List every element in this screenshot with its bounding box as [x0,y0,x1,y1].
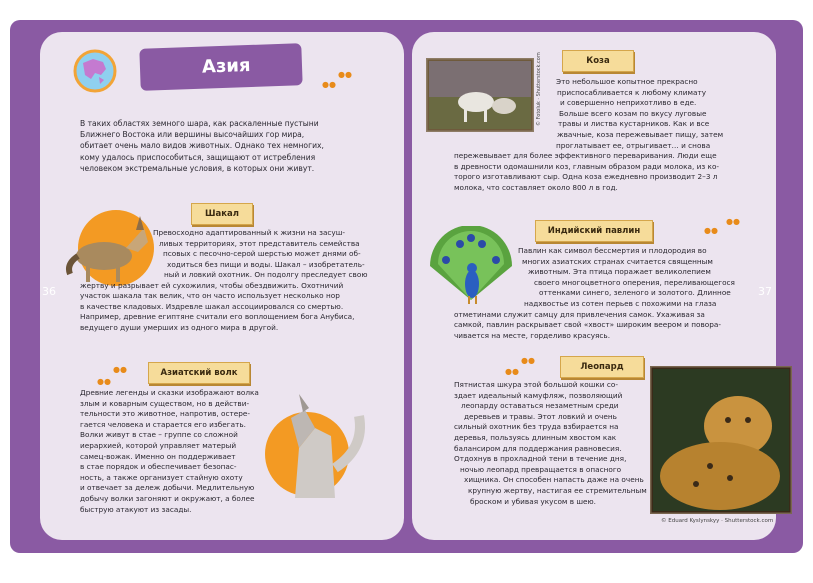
peacock-text [454,246,735,341]
text-line: в стае порядок и обеспечивает безопас- [80,462,237,472]
text-line: надхвостье из сотен перьев с похожими на глаза [524,298,717,308]
text-line: Это небольшое копытное прекрасно [556,77,698,86]
text-line: хищника. Он способен напасть даже на очень [464,475,644,485]
text-line: добычу волки загоняют и окружают, а более [80,493,255,503]
text-line: Пятнистая шкура этой большой кошки со- [454,380,618,389]
text-line: в древности одомашнили коз, главным образом ради молока, из ко- [454,161,720,171]
text-line: Больше всего козам по вкусу луговые [559,108,707,118]
leopard-photo [650,366,792,514]
asia-intro [80,118,324,174]
jackal-title: Шакал [191,203,253,225]
text-line: чивается на месте, горделиво красуясь. [454,330,611,340]
text-line: жертву и разрывает ей сухожилия, чтобы обездвижить. Охотничий [80,280,344,290]
text-line: крупную жертву, настигая ее стремительным [468,485,647,495]
paw-icon: ●● [338,70,352,79]
text-line: псовых с песочно-серой шерстью может днями об- [163,249,361,259]
paw-icon: ●● [322,80,336,89]
jackal-text-b [80,270,367,334]
text-line: приспосабливается к любому климату [557,87,707,97]
paw-icon: ●● [97,377,111,386]
text-line: Отдохнув в прохладной тени в течение дня, [454,454,627,464]
text-line: травы и листва кустарников. Как и все [558,119,710,129]
text-line: здает идеальный камуфляж, позволяющий [454,390,623,400]
text-line: обитает очень мало видов животных. Однако тех немногих, [80,141,324,151]
asia-title: Азия [201,54,251,78]
wolf-text [80,388,259,515]
text-line: балансиром для поддержания равновесия. [454,443,622,453]
text-line: деревья, пользуясь длинным хвостом как [454,432,617,442]
text-line: жвачные, коза пережевывает пищу, затем [557,129,724,139]
text-line: ходиться без пищи и воды. Шакал – изобретатель- [167,259,365,269]
text-line: и отвечает за дележ добычи. Медлительную [80,483,255,493]
paw-icon: ●● [113,365,127,374]
text-line: Волки живут в стае – группе со сложной [80,430,238,440]
text-line: ный и ловкий охотник. Он подолгу преследует свою [164,270,368,279]
goat-title: Коза [562,50,634,72]
text-line: Например, древние египтяне считали его воплощением бога Анубиса, [80,312,355,322]
text-line: и совершенно неприхотливо в еде. [560,98,697,108]
wolf-illustration [255,388,375,500]
text-line: иерархией, которой управляет матерый [80,440,237,450]
paw-icon: ●● [704,226,718,235]
text-line: проглатывает ее, отрыгивает… и снова [556,140,711,150]
text-line: леопарду оставаться незаметным среди [461,401,619,411]
text-line: самец-вожак. Именно он поддерживает [80,451,236,461]
text-line: сильный охотник без труда взбирается на [454,422,619,432]
text-line: тельности это животное, напротив, остере- [80,409,251,419]
text-line: пережевывает для более эффективного переваривания. Люди еще [454,151,717,161]
text-line: броском и убивая укусом в шею. [470,496,596,506]
page-number-left: 36 [42,285,56,298]
asia-title-banner [139,43,302,91]
text-line: отметинами служит самцу для привлечения самок. Ухаживая за [454,309,705,319]
text-line: ведущего души умерших из одного мира в другой. [80,322,279,332]
leopard-title: Леопард [560,356,644,378]
text-line: человеком экстремальные условия, в которых они живут. [80,163,315,173]
text-line: многих азиатских странах считается священным [522,256,713,266]
text-line: ливых территориях, этот представитель семейства [159,238,360,248]
paw-icon: ●● [726,217,740,226]
right-tab [783,270,803,314]
text-line: в качестве кладовых. Издревле шакал ассоциировался со смертью. [80,301,344,311]
globe-icon [73,49,117,93]
text-line: молока, что составляет около 800 л в год. [454,182,618,192]
text-line: своего многоцветного оперения, переливающегося [534,277,735,287]
text-line: гается человека и старается его избегать. [80,419,246,429]
text-line: деревьев и травы. Этот ловкий и очень [464,411,617,421]
page-number-right: 37 [758,285,772,298]
text-line: участок шакала так велик, что он часто использует несколько нор [80,291,340,301]
text-line: злым и коварным существом, но в действи- [80,398,250,408]
peacock-title: Индийский павлин [535,220,653,242]
text-line: торого изготавливают сыр. Одна коза ежедневно производит 2–3 л [454,172,718,182]
paw-icon: ●● [521,356,535,365]
paw-icon: ●● [505,367,519,376]
text-line: животным. Эта птица поражает великолепием [528,267,711,277]
text-line: Древние легенды и сказки изображают волка [80,388,259,397]
goat-text [454,77,723,194]
leopard-text [454,380,647,507]
text-line: оттенками синего, зеленого и золотого. Длинное [539,288,731,298]
text-line: Превосходно адаптированный к жизни на засуш- [153,228,346,237]
goat-photo-credit: © Fotoluk · Shutterstock.com [536,52,542,126]
jackal-text-a [153,228,365,270]
text-line: кому удалось приспособиться, защищают от истребления [80,152,316,162]
text-line: ность, а также организует стайную охоту [80,472,243,482]
text-line: В таких областях земного шара, как раскаленные пустыни [80,119,319,128]
text-line: самкой, павлин раскрывает свой «хвост» широким веером и повора- [454,320,721,330]
text-line: Павлин как символ бессмертия и плодородия во [518,246,707,255]
wolf-title: Азиатский волк [148,362,250,384]
left-tab [10,270,30,314]
leopard-photo-credit: © Eduard Kyslynskyy · Shutterstock.com [661,518,774,524]
text-line: быструю атакуют из засады. [80,504,192,514]
text-line: ночью леопард превращается в опасного [460,464,622,474]
text-line: Ближнего Востока или вершины высочайших гор мира, [80,130,305,140]
